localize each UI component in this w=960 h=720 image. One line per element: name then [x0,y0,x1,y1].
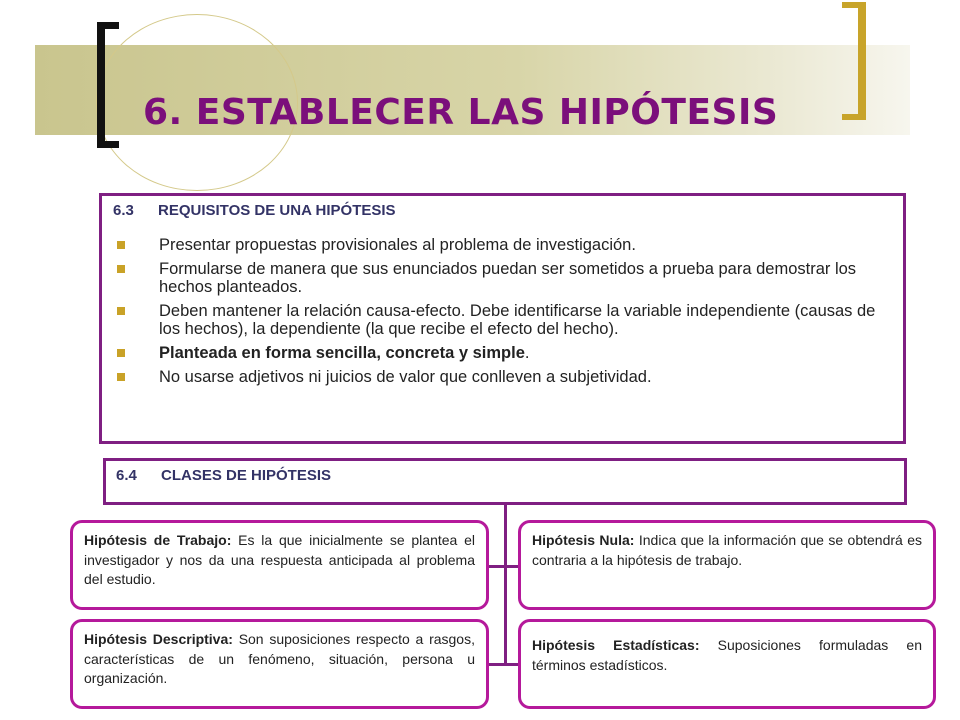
card-title: Hipótesis Descriptiva: [84,631,233,647]
hipotesis-trabajo-card [70,520,489,610]
list-item [117,236,892,254]
requisitos-heading [113,202,396,219]
card-title: Hipótesis de Trabajo: [84,532,232,548]
list-item [117,344,892,362]
hipotesis-nula-card [518,520,936,610]
hipotesis-descriptiva-card [70,619,489,709]
section-title: CLASES DE HIPÓTESIS [161,467,332,484]
requisitos-list [117,236,892,392]
connector-vertical [504,505,507,617]
connector-vertical-lower [504,612,507,665]
square-bullet-icon [117,307,125,315]
list-item-suffix: . [524,344,530,362]
hipotesis-estadisticas-card [518,619,936,709]
section-number: 6.4 [116,467,137,484]
list-item [117,260,892,296]
section-title: REQUISITOS DE UNA HIPÓTESIS [158,202,396,219]
section-number: 6.3 [113,202,134,219]
square-bullet-icon [117,373,125,381]
card-text: Son suposiciones respecto a rasgos, características de un fenómeno, situación, persona u organización. [84,631,475,686]
square-bullet-icon [117,349,125,357]
list-item-text: Deben mantener la relación causa-efecto. Debe identificarse la variable independiente (causas de los hechos), la dependiente (la que recibe el efecto del hecho). [159,302,876,338]
list-item [117,368,892,386]
list-item-text: Formularse de manera que sus enunciados puedan ser sometidos a prueba para demostrar los hechos planteados. [159,260,857,296]
left-bracket-decoration [97,22,119,148]
connector-top [489,565,518,568]
list-item-text: Presentar propuestas provisionales al problema de investigación. [159,236,636,254]
requisitos-box [99,193,906,444]
clases-box [103,458,907,505]
slide-title: 6. ESTABLECER LAS HIPÓTESIS [143,92,779,133]
list-item-text: No usarse adjetivos ni juicios de valor que conlleven a subjetividad. [159,368,652,386]
card-text: Es la que inicialmente se plantea el investigador y nos da una respuesta anticipada al problema del estudio. [84,532,476,587]
clases-heading [116,467,331,484]
card-title: Hipótesis Nula: [532,532,635,548]
list-item [117,302,892,338]
card-title: Hipótesis Estadísticas: [532,637,700,653]
right-bracket-decoration [842,2,866,120]
list-item-text: Planteada en forma sencilla, concreta y simple [159,344,525,362]
square-bullet-icon [117,241,125,249]
card-text: Suposiciones formuladas en términos estadísticos. [532,637,922,673]
card-text: Indica que la información que se obtendrá es contraria a la hipótesis de trabajo. [532,532,923,568]
square-bullet-icon [117,265,125,273]
